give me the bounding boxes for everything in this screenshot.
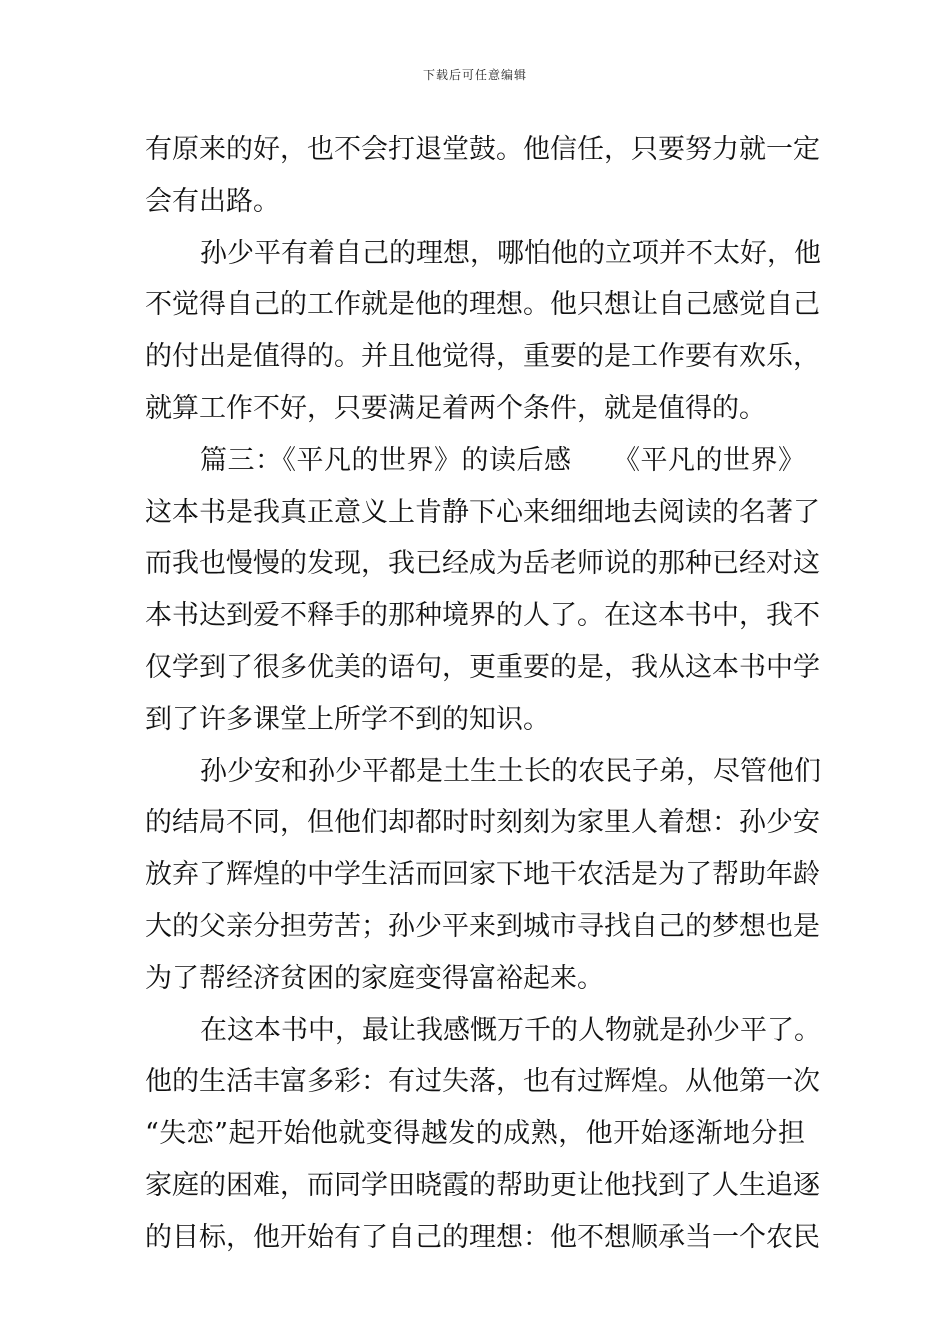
text-line: 就算工作不好，只要满足着两个条件，就是值得的。 <box>145 393 766 424</box>
text-line: 到了许多课堂上所学不到的知识。 <box>145 704 550 735</box>
text-line: 而我也慢慢的发现，我已经成为岳老师说的那种已经对这 <box>145 548 820 579</box>
text-line: 篇三：《平凡的世界》的读后感 《平凡的世界》 <box>200 445 805 476</box>
text-line: 孙少安和孙少平都是土生土长的农民子弟，尽管他们 <box>200 756 821 787</box>
text-line: 会有出路。 <box>145 186 280 217</box>
text-line: 的付出是值得的。并且他觉得，重要的是工作要有欢乐， <box>145 341 820 372</box>
text-line: 有原来的好，也不会打退堂鼓。他信任，只要努力就一定 <box>145 134 820 165</box>
text-line: 不觉得自己的工作就是他的理想。他只想让自己感觉自己 <box>145 289 820 320</box>
text-line: 孙少平有着自己的理想，哪怕他的立项并不太好，他 <box>200 238 821 269</box>
page-header-note: 下载后可任意编辑 <box>422 68 527 82</box>
text-line: 放弃了辉煌的中学生活而回家下地干农活是为了帮助年龄 <box>145 859 820 890</box>
text-line: 为了帮经济贫困的家庭变得富裕起来。 <box>145 963 604 994</box>
text-line: 家庭的困难，而同学田晓霞的帮助更让他找到了人生追逐 <box>145 1170 820 1201</box>
text-line: 仅学到了很多优美的语句，更重要的是，我从这本书中学 <box>145 652 820 683</box>
text-line: 的结局不同，但他们却都时时刻刻为家里人着想：孙少安 <box>145 807 820 838</box>
text-line: 这本书是我真正意义上肯静下心来细细地去阅读的名著了 <box>145 497 820 528</box>
text-line: 本书达到爱不释手的那种境界的人了。在这本书中，我不 <box>145 600 820 631</box>
text-line: 在这本书中，最让我感慨万千的人物就是孙少平了。 <box>200 1015 821 1046</box>
text-line: 大的父亲分担劳苦；孙少平来到城市寻找自己的梦想也是 <box>145 911 820 942</box>
text-line: 他的生活丰富多彩：有过失落，也有过辉煌。从他第一次 <box>145 1066 820 1097</box>
text-line: “失恋”起开始他就变得越发的成熟，他开始逐渐地分担 <box>145 1118 805 1149</box>
text-line: 的目标，他开始有了自己的理想：他不想顺承当一个农民 <box>145 1222 820 1253</box>
